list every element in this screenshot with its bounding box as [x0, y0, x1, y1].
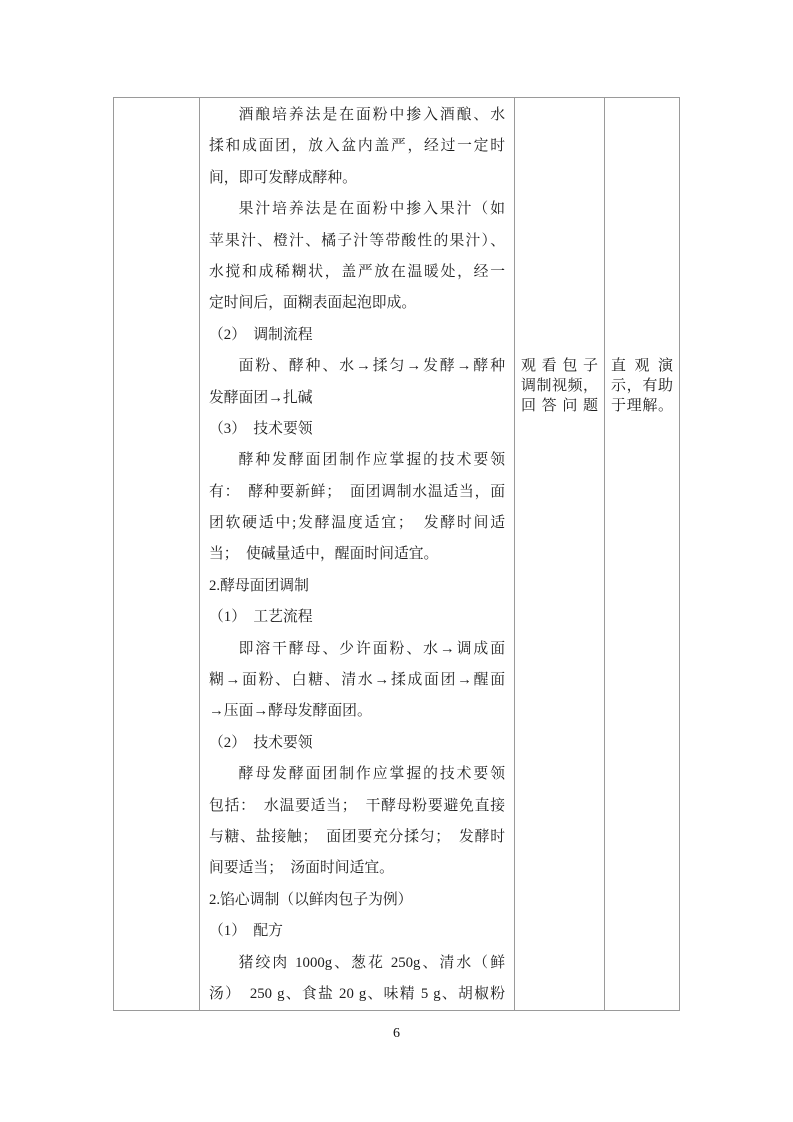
- text-line: 酒酿培养法是在面粉中掺入酒酿、水: [238, 107, 505, 123]
- text-line: 直观演: [611, 358, 673, 374]
- text-line: 2.馅心调制（以鲜肉包子为例）: [209, 891, 413, 908]
- table-cell-empty: [114, 98, 200, 1010]
- text-line: →压面→酵母发酵面团。: [209, 703, 372, 720]
- text-line: 发酵面团→扎碱: [209, 389, 313, 406]
- text-line: 有： 酵种要新鲜； 面团调制水温适当，面: [209, 483, 505, 500]
- text-line: 揉和成面团，放入盆内盖严，经过一定时: [209, 138, 505, 155]
- lesson-content-cell: [200, 98, 515, 1010]
- text-line: 包括： 水温要适当； 干酵母粉要避免直接: [209, 797, 505, 814]
- text-line: 与糖、盐接触； 面团要充分揉匀； 发酵时: [209, 828, 505, 845]
- text-line: （2） 技术要领: [209, 734, 313, 751]
- text-line: 当； 使碱量适中，醒面时间适宜。: [209, 546, 439, 563]
- text-line: （1） 配方: [209, 923, 283, 940]
- text-line: 面粉、酵种、水→揉匀→发酵→酵种: [238, 358, 505, 375]
- text-line: 团软硬适中;发酵温度适宜； 发酵时间适: [209, 515, 505, 532]
- text-line: 水搅和成稀糊状，盖严放在温暖处，经一: [209, 263, 505, 280]
- text-line: 酵母发酵面团制作应掌握的技术要领: [238, 766, 505, 783]
- text-line: 2.酵母面团调制: [209, 577, 309, 594]
- text-line: 定时间后，面糊表面起泡即成。: [209, 295, 417, 312]
- text-line: 调制视频，: [521, 378, 598, 394]
- text-line: 示，有助: [611, 378, 673, 394]
- page-number: 6: [393, 1026, 400, 1041]
- text-line: 于理解。: [611, 398, 673, 414]
- text-line: 观看包子: [521, 358, 598, 374]
- text-line: （1） 工艺流程: [209, 609, 313, 626]
- text-line: 汤） 250 g、食盐 20 g、味精 5 g、胡椒粉: [209, 985, 505, 1002]
- text-line: 即溶干酵母、少许面粉、水→调成面: [238, 640, 505, 657]
- text-line: （3） 技术要领: [209, 420, 313, 437]
- text-line: （2） 调制流程: [209, 326, 313, 343]
- text-line: 间，即可发酵成酵种。: [209, 169, 357, 186]
- text-line: 果汁培养法是在面粉中掺入果汁（如: [238, 201, 505, 218]
- text-line: 回答问题: [521, 398, 598, 414]
- lesson-plan-table: [113, 97, 680, 1011]
- design-intent-cell: [605, 98, 679, 1010]
- text-line: 苹果汁、橙汁、橘子汁等带酸性的果汁）、: [209, 232, 505, 249]
- text-line: 猪绞肉 1000g、葱花 250g、清水（鲜: [238, 954, 505, 971]
- text-line: 糊→面粉、白糖、清水→揉成面团→醒面: [209, 672, 505, 689]
- text-line: 酵种发酵面团制作应掌握的技术要领: [238, 452, 505, 469]
- student-activity-cell: [515, 98, 605, 1010]
- text-line: 间要适当； 汤面时间适宜。: [209, 860, 394, 877]
